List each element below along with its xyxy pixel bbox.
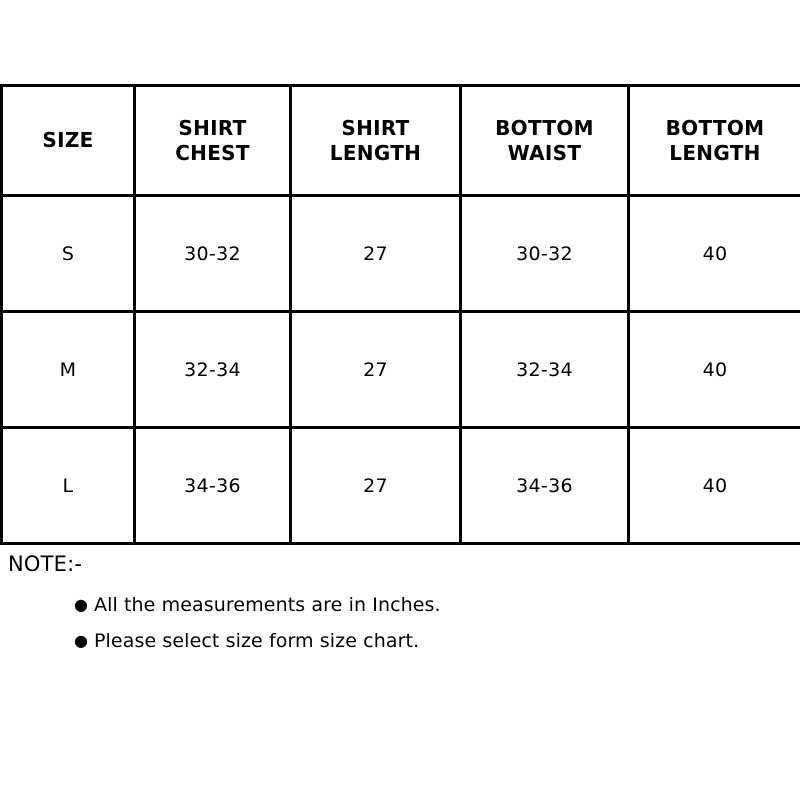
cell-shirt-length: 27 [291, 428, 461, 544]
column-header-line: LENGTH [329, 140, 422, 165]
column-header-shirt-chest [135, 86, 291, 196]
size-chart-table-wrapper [0, 84, 800, 545]
column-header-shirt-length [291, 86, 461, 196]
column-header-bottom-waist [461, 86, 629, 196]
note-item-text: All the measurements are in Inches. [94, 594, 441, 616]
column-header-line: LENGTH [669, 140, 761, 165]
cell-shirt-chest: 32-34 [135, 312, 291, 428]
cell-shirt-chest: 34-36 [135, 428, 291, 544]
column-header-bottom-length [629, 86, 800, 196]
cell-bottom-waist: 32-34 [461, 312, 629, 428]
note-section [8, 552, 788, 666]
cell-size: L [2, 428, 135, 544]
bullet-icon: ● [74, 631, 89, 650]
cell-size: S [2, 196, 135, 312]
column-header-line: SHIRT [341, 115, 410, 140]
column-header-size [2, 86, 135, 196]
cell-shirt-length: 27 [291, 312, 461, 428]
table-body [2, 196, 800, 544]
cell-shirt-length: 27 [291, 196, 461, 312]
note-title: NOTE:- [8, 552, 83, 576]
cell-bottom-length: 40 [629, 428, 800, 544]
cell-shirt-chest: 30-32 [135, 196, 291, 312]
table-header-row [2, 86, 800, 196]
column-header-line: BOTTOM [495, 115, 594, 140]
column-header-line: SIZE [42, 128, 94, 152]
table-row [2, 312, 800, 428]
cell-bottom-length: 40 [629, 196, 800, 312]
bullet-icon: ● [74, 595, 89, 614]
cell-bottom-waist: 34-36 [461, 428, 629, 544]
column-header-line: WAIST [507, 140, 582, 165]
list-item [8, 630, 788, 652]
note-list [8, 594, 788, 652]
table-header [2, 86, 800, 196]
note-item-text: Please select size form size chart. [94, 630, 420, 652]
column-header-line: BOTTOM [665, 115, 765, 140]
column-header-line: CHEST [175, 140, 250, 165]
size-chart-table [0, 84, 800, 545]
cell-bottom-length: 40 [629, 312, 800, 428]
list-item [8, 594, 788, 616]
table-row [2, 196, 800, 312]
table-row [2, 428, 800, 544]
cell-bottom-waist: 30-32 [461, 196, 629, 312]
column-header-line: SHIRT [178, 115, 247, 140]
cell-size: M [2, 312, 135, 428]
